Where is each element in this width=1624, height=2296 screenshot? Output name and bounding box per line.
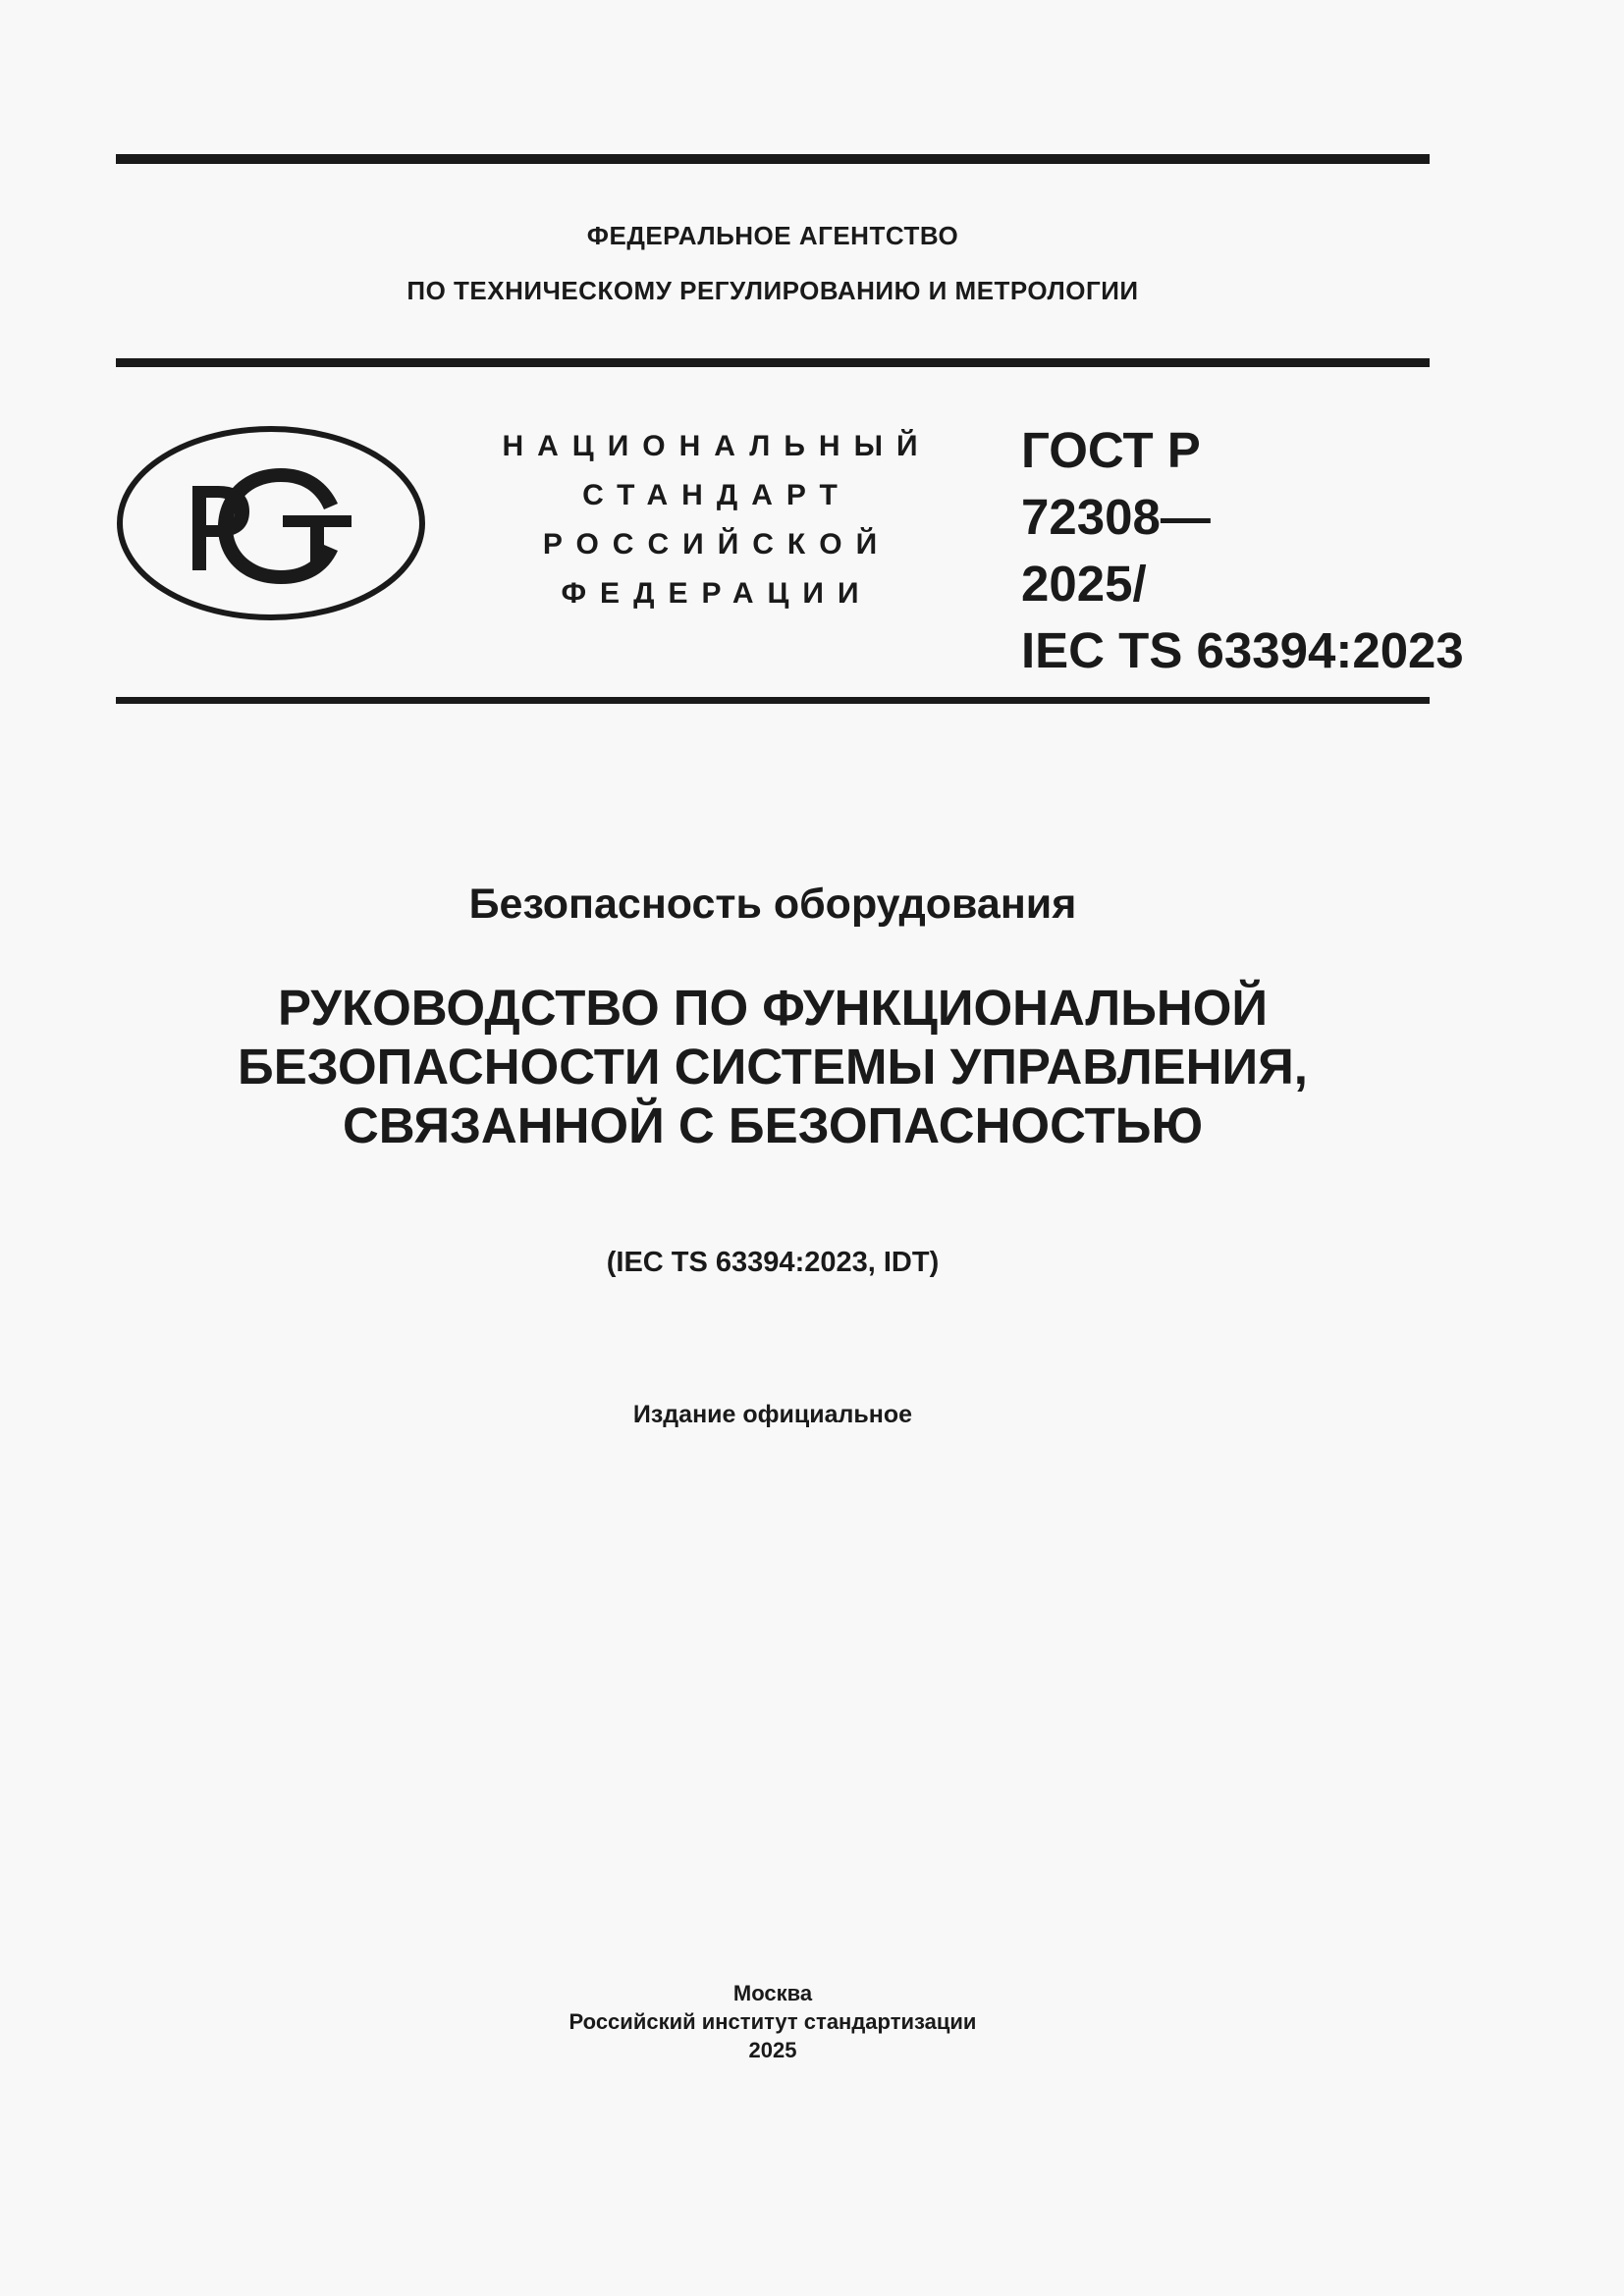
- imprint-publisher: Российский институт стандартизации: [568, 2009, 977, 2034]
- national-standard-line: НАЦИОНАЛЬНЫЙ: [502, 430, 932, 462]
- national-standard-line: СТАНДАРТ: [582, 479, 851, 511]
- subject-heading: Безопасность оборудования: [468, 881, 1077, 928]
- standard-designation: [1021, 417, 1464, 684]
- agency-name-line-2: ПО ТЕХНИЧЕСКОМУ РЕГУЛИРОВАНИЮ И МЕТРОЛОГИИ: [406, 276, 1139, 305]
- imprint: [0, 1979, 1545, 2064]
- agency-name-line-1: ФЕДЕРАЛЬНОЕ АГЕНТСТВО: [586, 221, 959, 250]
- designation-line: 2025/: [1021, 556, 1147, 612]
- national-standard-label: [491, 422, 943, 618]
- title-line: РУКОВОДСТВО ПО ФУНКЦИОНАЛЬНОЙ: [277, 980, 1269, 1036]
- title-line: СВЯЗАННОЙ С БЕЗОПАСНОСТЬЮ: [342, 1097, 1204, 1153]
- document-title: [0, 979, 1545, 1155]
- title-line: БЕЗОПАСНОСТИ СИСТЕМЫ УПРАВЛЕНИЯ,: [238, 1039, 1308, 1095]
- designation-line: ГОСТ Р: [1021, 422, 1201, 478]
- header-rule: [116, 358, 1430, 367]
- header-bottom-rule: [116, 697, 1430, 704]
- rst-conformity-mark-icon: [116, 425, 426, 621]
- edition-note: Издание официальное: [632, 1401, 913, 1428]
- national-standard-line: ФЕДЕРАЦИИ: [561, 577, 873, 610]
- national-standard-line: РОССИЙСКОЙ: [542, 528, 892, 561]
- top-rule: [116, 154, 1430, 164]
- identity-note: (IEC TS 63394:2023, IDT): [606, 1247, 940, 1278]
- imprint-city: Москва: [732, 1981, 813, 2005]
- designation-line: 72308—: [1021, 489, 1211, 545]
- imprint-year: 2025: [748, 2038, 797, 2062]
- designation-line: IEC TS 63394:2023: [1021, 622, 1464, 678]
